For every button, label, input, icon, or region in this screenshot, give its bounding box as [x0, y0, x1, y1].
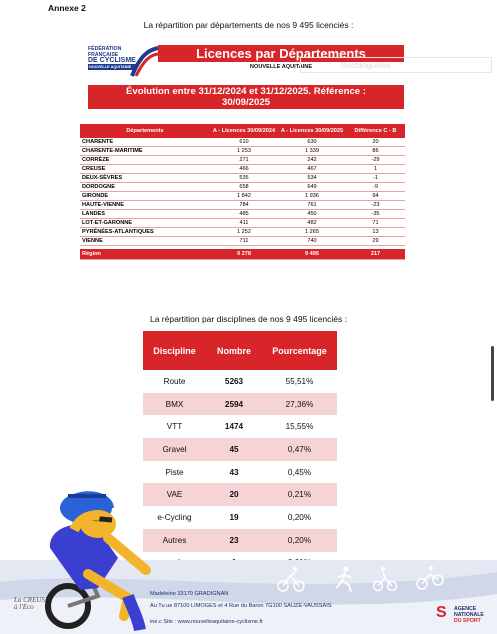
table-header-row — [80, 124, 405, 138]
table-cell: 20 — [346, 138, 405, 147]
table-cell: 1 842 — [210, 192, 278, 201]
table-cell: 13 — [346, 228, 405, 237]
table-header-row — [143, 331, 337, 370]
ans-logo — [436, 604, 496, 628]
department-name: CORRÈZE — [80, 156, 210, 165]
departements-table — [80, 124, 405, 260]
department-name: PYRÉNÉES-ATLANTIQUES — [80, 228, 210, 237]
footer-address-2: Au Tu ue 87100 LIMOGES et 4 Rue du Baron 7G100 SAUZE-VAUSSAIS — [150, 603, 332, 609]
table-cell: 467 — [278, 165, 346, 174]
table-row — [80, 210, 405, 219]
discipline-name: VAE — [143, 483, 206, 506]
logo-line: FÉDÉRATION — [88, 46, 122, 52]
department-name: GIRONDE — [80, 192, 210, 201]
mtb-pictogram-icon — [414, 564, 444, 594]
table-cell: 740 — [278, 237, 346, 246]
table-row — [80, 192, 405, 201]
evolution-banner — [88, 85, 404, 109]
table-row — [80, 156, 405, 165]
column-header: Différence C - B — [346, 124, 405, 138]
ghost-overlay: Rectangulaire — [300, 57, 492, 73]
table-cell: 534 — [278, 174, 346, 183]
discipline-name: Gravel — [143, 438, 206, 461]
annex-heading: Annexe 2 — [48, 3, 86, 13]
table-cell: 482 — [278, 219, 346, 228]
creuse-logo-text: à l'Eco — [14, 603, 34, 611]
evolution-line1: Évolution entre 31/12/2024 et 31/12/2025. Référence : — [126, 86, 366, 97]
creuse-logo-text: La CREUSE — [14, 596, 50, 604]
table-row — [80, 138, 405, 147]
table-cell: 55,51% — [285, 376, 314, 386]
discipline-name: Autres — [143, 529, 206, 552]
table-row — [80, 237, 405, 246]
table-cell: 1 253 — [210, 147, 278, 156]
table-row — [143, 483, 337, 506]
table-cell: -23 — [346, 201, 405, 210]
table-row — [143, 529, 337, 552]
evolution-line2: 30/09/2025 — [221, 97, 270, 108]
ans-line: AGENCE — [454, 606, 477, 612]
ffc-swoosh-icon — [130, 46, 160, 78]
table-row — [80, 228, 405, 237]
discipline-name: e-Cycling — [157, 512, 192, 522]
disciplines-body — [143, 370, 337, 574]
department-name: LOT-ET-GARONNE — [80, 219, 210, 228]
column-header: Discipline — [143, 331, 206, 370]
department-name: CREUSE — [80, 165, 210, 174]
table-row — [143, 438, 337, 461]
table-cell: 761 — [278, 201, 346, 210]
table-row — [143, 370, 337, 393]
table-cell: 0,45% — [287, 467, 312, 477]
table-cell: 242 — [278, 156, 346, 165]
table-cell: 610 — [210, 138, 278, 147]
logo-line: DE CYCLISME — [88, 57, 136, 64]
table-cell: 784 — [210, 201, 278, 210]
department-name: CHARENTE-MARITIME — [80, 147, 210, 156]
discipline-name: Piste — [165, 467, 184, 477]
table-cell: -29 — [346, 156, 405, 165]
table-cell: 29 — [346, 237, 405, 246]
table-cell: 630 — [278, 138, 346, 147]
table-cell: 485 — [210, 210, 278, 219]
footer-website: ine.c Site : www.nouvelleaquitaine-cyclisme.fr — [150, 619, 263, 625]
total-label: Région — [80, 249, 210, 260]
table-cell: 1 — [346, 165, 405, 174]
region-label: NOUVELLE AQUITAINE — [249, 64, 313, 70]
table-row — [80, 147, 405, 156]
table-cell: 15,55% — [285, 422, 314, 432]
department-name: HAUTE-VIENNE — [80, 201, 210, 210]
department-name: DEUX-SÈVRES — [80, 174, 210, 183]
table-row — [80, 174, 405, 183]
table-row — [143, 393, 337, 416]
runner-pictogram-icon — [330, 564, 360, 594]
bmx-pictogram-icon — [370, 564, 400, 594]
column-header: Départements — [80, 124, 210, 138]
departements-body — [80, 138, 405, 260]
table-cell: 1 252 — [210, 228, 278, 237]
cyclist-emoji-icon — [28, 478, 168, 634]
table-cell: 271 — [210, 156, 278, 165]
table-cell: 0,47% — [262, 438, 337, 461]
table-cell: -9 — [346, 183, 405, 192]
table-row — [143, 415, 337, 438]
table-cell: 1 936 — [278, 192, 346, 201]
scrollbar[interactable] — [491, 346, 494, 401]
department-name: CHARENTE — [80, 138, 210, 147]
table-cell: -35 — [346, 210, 405, 219]
total-cell: 9 495 — [278, 249, 346, 260]
table-row — [143, 461, 337, 484]
column-header: A - Licences 30/09/2025 — [278, 124, 346, 138]
table-cell: 45 — [206, 438, 262, 461]
department-name: LANDES — [80, 210, 210, 219]
departements-intro: La répartition par départements de nos 9 495 licenciés : — [143, 20, 354, 30]
discipline-name: BMX — [143, 393, 206, 416]
disciplines-intro: La répartition par disciplines de nos 9 495 licenciés : — [149, 314, 348, 324]
table-cell: 19 — [229, 512, 239, 522]
table-cell: 0,21% — [262, 483, 337, 506]
table-cell: 535 — [210, 174, 278, 183]
table-cell: 94 — [346, 192, 405, 201]
cyclist-pictogram-icon — [276, 564, 306, 594]
table-cell: -1 — [346, 174, 405, 183]
table-cell: 658 — [210, 183, 278, 192]
table-cell: 0,20% — [287, 512, 312, 522]
ans-line: DU SPORT — [454, 618, 481, 624]
table-row — [80, 219, 405, 228]
table-cell: 71 — [346, 219, 405, 228]
column-header: A - Licences 30/09/2024 — [210, 124, 278, 138]
table-cell: 466 — [210, 165, 278, 174]
table-cell: 0,20% — [262, 529, 337, 552]
total-cell: 217 — [346, 249, 405, 260]
column-header: Nombre — [206, 331, 262, 370]
discipline-name: VTT — [166, 422, 183, 432]
table-cell: 649 — [278, 183, 346, 192]
table-cell: 450 — [278, 210, 346, 219]
page-title: Licences par Départements — [158, 45, 404, 62]
table-cell: 5263 — [224, 376, 244, 386]
table-row — [143, 506, 337, 529]
ans-logo-text — [454, 606, 484, 624]
total-row — [80, 249, 405, 260]
logo-line: NOUVELLE AQUITAINE — [88, 64, 136, 70]
column-header: Pourcentage — [262, 331, 337, 370]
table-cell: 86 — [346, 147, 405, 156]
table-cell: 27,36% — [262, 393, 337, 416]
table-cell: 43 — [229, 467, 239, 477]
table-cell: 2594 — [206, 393, 262, 416]
discipline-name: Route — [163, 376, 186, 386]
table-cell: 1 265 — [278, 228, 346, 237]
table-cell: 23 — [206, 529, 262, 552]
table-row — [80, 201, 405, 210]
disciplines-table — [143, 331, 337, 574]
table-cell: 411 — [210, 219, 278, 228]
table-cell: 1474 — [224, 422, 244, 432]
table-cell: 1 339 — [278, 147, 346, 156]
ffc-logo-text — [88, 46, 136, 70]
total-cell: 9 278 — [210, 249, 278, 260]
table-cell: 20 — [206, 483, 262, 506]
table-cell: 711 — [210, 237, 278, 246]
ans-line: NATIONALE — [454, 612, 484, 618]
ans-s-icon: S — [436, 604, 447, 621]
department-name: VIENNE — [80, 237, 210, 246]
ffc-logo — [84, 44, 162, 82]
logo-line: FRANÇAISE — [88, 52, 119, 58]
table-row — [80, 165, 405, 174]
department-name: DORDOGNE — [80, 183, 210, 192]
footer-address-1: Madeleine 33170 GRADIGNAN — [150, 591, 229, 597]
table-row — [80, 183, 405, 192]
